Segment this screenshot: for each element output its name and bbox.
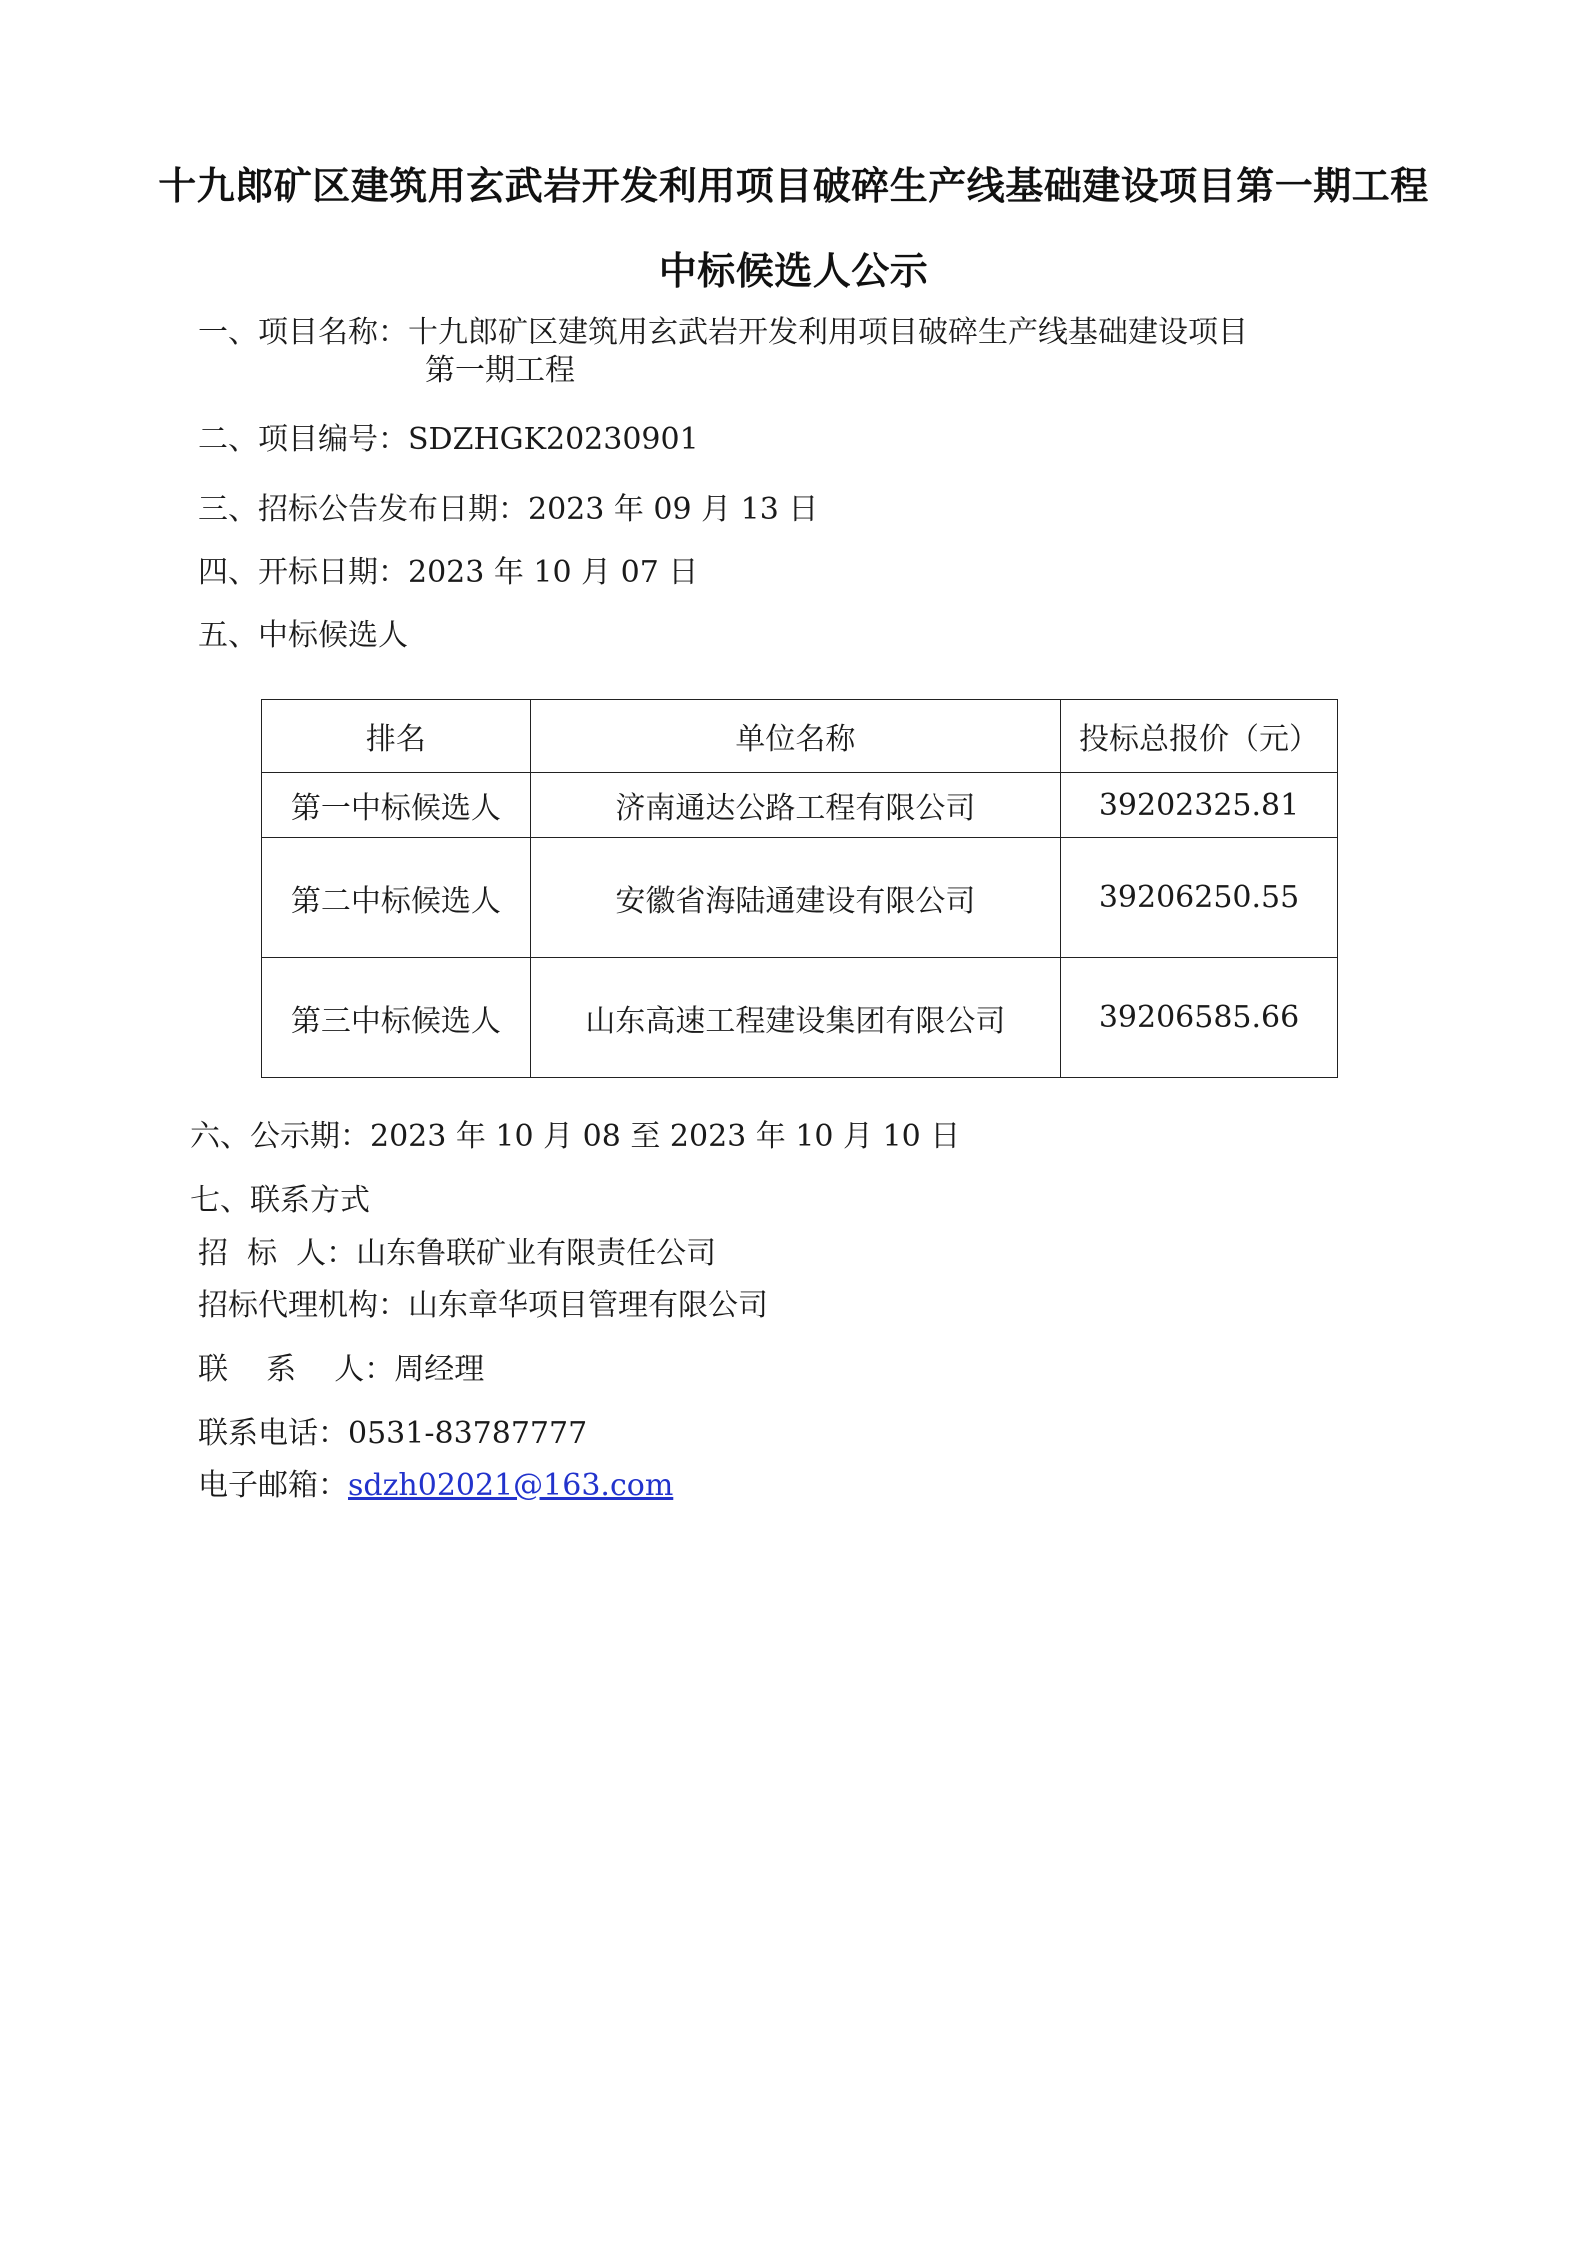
document-title-line2: 中标候选人公示 xyxy=(658,249,929,293)
header-company: 单位名称 xyxy=(530,700,1060,773)
announce-date-value: 2023 年 09 月 13 日 xyxy=(528,492,819,527)
tenderer-label: 招 标 人： xyxy=(198,1236,357,1271)
email-row xyxy=(198,1460,673,1504)
publicity-row xyxy=(190,1111,960,1155)
announce-date-label: 三、招标公告发布日期： xyxy=(198,492,528,527)
project-no-row xyxy=(198,414,699,458)
cell-price: 39206250.55 xyxy=(1061,838,1338,958)
email-link[interactable]: sdzh02021@163.com xyxy=(348,1468,674,1503)
phone-row xyxy=(198,1408,587,1452)
contact-person-value: 周经理 xyxy=(394,1352,485,1387)
table-row xyxy=(262,773,1338,838)
contact-heading: 七、联系方式 xyxy=(190,1183,370,1218)
project-name-value-line2: 第一期工程 xyxy=(425,353,575,388)
cell-price: 39202325.81 xyxy=(1061,773,1338,838)
header-price: 投标总报价（元） xyxy=(1061,700,1338,773)
agent-label: 招标代理机构： xyxy=(198,1288,408,1323)
table-header-row xyxy=(262,700,1338,773)
phone-value: 0531-83787777 xyxy=(348,1416,588,1451)
open-date-label: 四、开标日期： xyxy=(198,555,408,590)
tenderer-row xyxy=(198,1228,716,1272)
cell-rank: 第二中标候选人 xyxy=(262,838,531,958)
document-title-line1: 十九郎矿区建筑用玄武岩开发利用项目破碎生产线基础建设项目第一期工程 xyxy=(158,164,1429,208)
cell-rank: 第三中标候选人 xyxy=(262,958,531,1078)
table-row xyxy=(262,958,1338,1078)
candidates-table xyxy=(261,699,1338,1078)
agent-row xyxy=(198,1280,768,1324)
project-no-value: SDZHGK20230901 xyxy=(408,422,699,457)
phone-label: 联系电话： xyxy=(198,1416,348,1451)
cell-price: 39206585.66 xyxy=(1061,958,1338,1078)
header-rank: 排名 xyxy=(262,700,531,773)
announce-date-row xyxy=(198,484,818,528)
contact-person-label: 联 系 人： xyxy=(198,1352,395,1387)
open-date-value: 2023 年 10 月 07 日 xyxy=(408,555,699,590)
email-label: 电子邮箱： xyxy=(198,1468,348,1503)
publicity-label: 六、公示期： xyxy=(190,1119,370,1154)
project-name-row xyxy=(198,307,1248,351)
cell-rank: 第一中标候选人 xyxy=(262,773,531,838)
cell-company: 山东高速工程建设集团有限公司 xyxy=(530,958,1060,1078)
agent-value: 山东章华项目管理有限公司 xyxy=(408,1288,768,1323)
tenderer-value: 山东鲁联矿业有限责任公司 xyxy=(356,1236,717,1271)
contact-person-row xyxy=(198,1344,484,1388)
candidates-heading: 五、中标候选人 xyxy=(198,618,408,653)
table-row xyxy=(262,838,1338,958)
project-no-label: 二、项目编号： xyxy=(198,422,408,457)
open-date-row xyxy=(198,547,698,591)
cell-company: 安徽省海陆通建设有限公司 xyxy=(530,838,1060,958)
project-name-label: 一、项目名称： xyxy=(198,315,408,350)
publicity-value: 2023 年 10 月 08 至 2023 年 10 月 10 日 xyxy=(370,1119,961,1154)
cell-company: 济南通达公路工程有限公司 xyxy=(530,773,1060,838)
project-name-value: 十九郎矿区建筑用玄武岩开发利用项目破碎生产线基础建设项目 xyxy=(408,315,1248,350)
